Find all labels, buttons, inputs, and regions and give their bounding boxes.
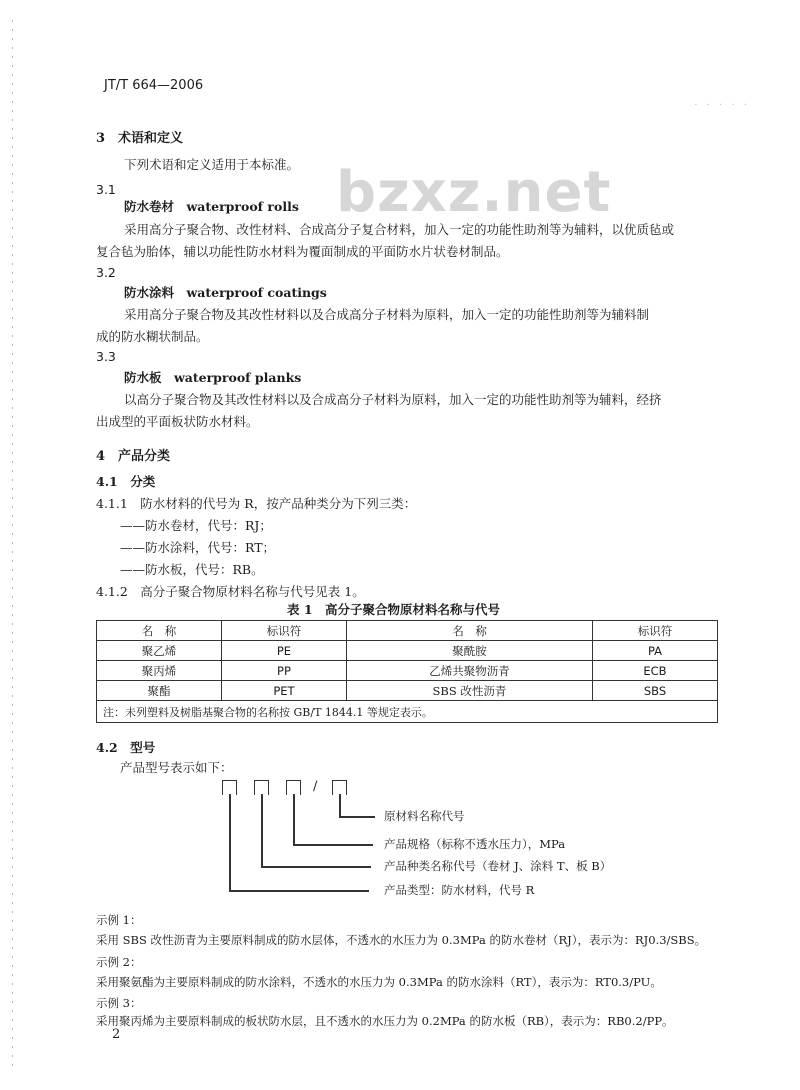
example-2-label: 示例 2： [96, 955, 142, 969]
code-box-spec [286, 780, 301, 795]
table-cell: 聚丙烯 [97, 661, 222, 681]
table-cell: ECB [592, 661, 717, 681]
section-4-2-title: 4.2 型号 [96, 740, 156, 755]
section-4-title: 4 产品分类 [96, 449, 171, 464]
term-3-2-number: 3.2 [96, 265, 116, 280]
section-4-1-2: 4.1.2 高分子聚合物原材料名称与代号见表 1。 [96, 584, 365, 599]
term-3-1-def-line1: 采用高分子聚合物、改性材料、合成高分子复合材料，加入一定的功能性助剂等为辅料，以优质毡或 [124, 222, 675, 237]
term-3-1-title: 防水卷材 waterproof rolls [124, 199, 299, 214]
term-3-3-def-line1: 以高分子聚合物及其改性材料以及合成高分子材料为原料，加入一定的功能性助剂等为辅料，经挤 [124, 392, 662, 407]
list-item-rolls: ——防水卷材，代号：RJ； [120, 518, 272, 533]
table-cell: PA [592, 641, 717, 661]
section-4-2-intro: 产品型号表示如下： [120, 760, 233, 775]
leader-line-type [229, 794, 231, 890]
diagram-label-type: 产品类型：防水材料，代号 R [384, 883, 535, 897]
table-1-caption: 表 1 高分子聚合物原材料名称与代号 [287, 602, 501, 617]
section-3-title: 3 术语和定义 [96, 131, 184, 146]
table-cell: 聚乙烯 [97, 641, 222, 661]
term-3-3-def-line2: 出成型的平面板状防水材料。 [96, 414, 259, 429]
scan-dots: · · · · · [694, 100, 750, 111]
leader-line-material-h [339, 816, 375, 818]
table-cell: SBS 改性沥青 [346, 681, 592, 701]
term-3-3-title: 防水板 waterproof planks [124, 370, 302, 385]
diagram-label-category: 产品种类名称代号（卷材 J、涂料 T、板 B） [384, 859, 612, 873]
code-slash: / [313, 779, 318, 794]
table-cell: 乙烯共聚物沥青 [346, 661, 592, 681]
table-cell: SBS [592, 681, 717, 701]
diagram-label-material: 原材料名称代号 [384, 809, 465, 823]
leader-line-type-h [229, 890, 369, 892]
scan-edge-dots [12, 20, 13, 1070]
watermark: bzxz.net [336, 160, 612, 225]
code-box-category [254, 780, 269, 795]
table-cell: 聚酯 [97, 681, 222, 701]
example-1-text: 采用 SBS 改性沥青为主要原料制成的防水层体，不透水的水压力为 0.3MPa 的防水卷材（RJ），表示为：RJ0.3/SBS。 [96, 933, 707, 947]
example-1-label: 示例 1： [96, 913, 142, 927]
diagram-label-spec: 产品规格（标称不透水压力），MPa [384, 837, 566, 851]
leader-line-material [339, 794, 341, 816]
table-cell: 聚酰胺 [346, 641, 592, 661]
term-3-3-number: 3.3 [96, 349, 116, 364]
term-3-2-def-line2: 成的防水糊状制品。 [96, 329, 209, 344]
section-3-intro: 下列术语和定义适用于本标准。 [124, 157, 300, 172]
leader-line-category [261, 794, 263, 866]
example-3-label: 示例 3： [96, 996, 142, 1010]
code-box-material [332, 780, 347, 795]
list-item-planks: ——防水板，代号：RB。 [120, 562, 264, 577]
section-4-1-1: 4.1.1 防水材料的代号为 R，按产品种类分为下列三类： [96, 496, 417, 511]
table-header-row [97, 621, 718, 641]
table-row [97, 661, 718, 681]
section-4-1-title: 4.1 分类 [96, 474, 156, 489]
table-cell: PET [221, 681, 346, 701]
table-row [97, 681, 718, 701]
list-item-coatings: ——防水涂料，代号：RT； [120, 540, 276, 555]
page-number: 2 [112, 1027, 121, 1042]
leader-line-category-h [261, 866, 371, 868]
leader-line-spec [293, 794, 295, 844]
table-header-cell: 标识符 [592, 621, 717, 641]
term-3-2-def-line1: 采用高分子聚合物及其改性材料以及合成高分子材料为原料，加入一定的功能性助剂等为辅料制 [124, 307, 650, 322]
table-note: 注：未列塑料及树脂基聚合物的名称按 GB/T 1844.1 等规定表示。 [97, 701, 718, 723]
table-row [97, 641, 718, 661]
example-3-text: 采用聚丙烯为主要原料制成的板状防水层，且不透水的水压力为 0.2MPa 的防水板（RB），表示为：RB0.2/PP。 [96, 1014, 674, 1028]
table-header-cell: 名 称 [346, 621, 592, 641]
example-2-text: 采用聚氨酯为主要原料制成的防水涂料，不透水的水压力为 0.3MPa 的防水涂料（RT），表示为：RT0.3/PU。 [96, 975, 662, 989]
leader-line-spec-h [293, 844, 373, 846]
table-1 [96, 620, 718, 723]
table-cell: PP [221, 661, 346, 681]
table-note-row [97, 701, 718, 723]
term-3-1-number: 3.1 [96, 182, 116, 197]
term-3-1-def-line2: 复合毡为胎体，辅以功能性防水材料为覆面制成的平面防水片状卷材制品。 [96, 244, 509, 259]
table-cell: PE [221, 641, 346, 661]
term-3-2-title: 防水涂料 waterproof coatings [124, 285, 327, 300]
table-header-cell: 名 称 [97, 621, 222, 641]
doc-code-header: JT/T 664—2006 [104, 78, 204, 93]
table-header-cell: 标识符 [221, 621, 346, 641]
code-box-type [222, 780, 237, 795]
